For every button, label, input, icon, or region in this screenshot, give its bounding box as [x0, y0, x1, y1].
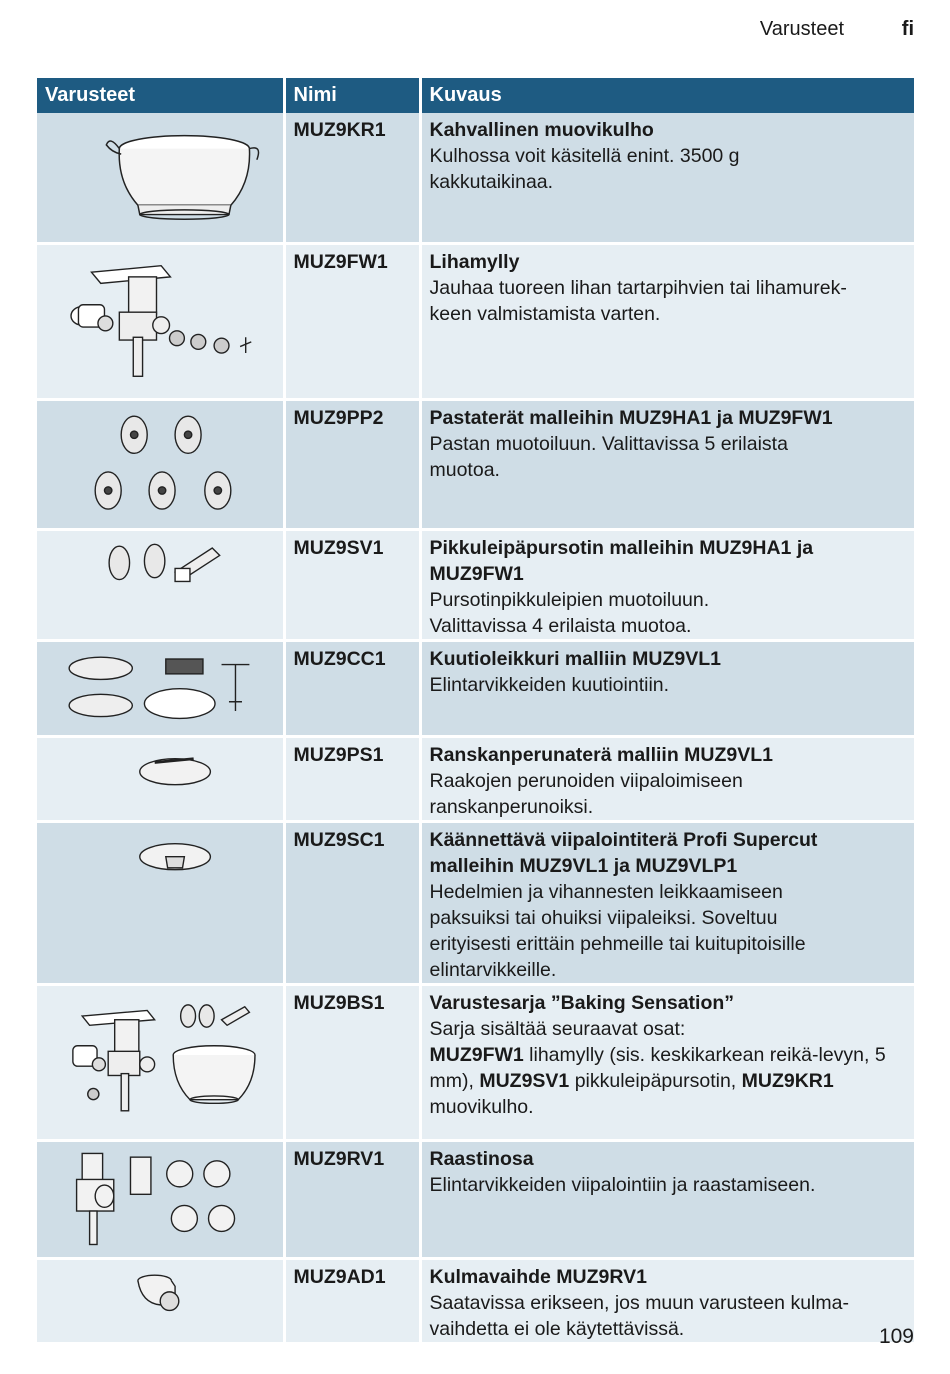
product-code: MUZ9AD1: [284, 1258, 420, 1343]
set-part-code: MUZ9KR1: [741, 1069, 834, 1092]
product-text-line: Valittavissa 4 erilaista muotoa.: [429, 614, 692, 637]
product-text-line: erityisesti erittäin pehmeille tai kuitupitoisille: [429, 932, 806, 955]
header-language-code: fi: [901, 18, 914, 40]
product-text-line: Jauhaa tuoreen lihan tartarpihvien tai lihamurek-: [429, 276, 847, 299]
product-text-line: Pastan muotoiluun. Valittavissa 5 erilaista: [429, 432, 788, 455]
column-header-name: Nimi: [284, 78, 420, 113]
product-text-line: Elintarvikkeiden kuutiointiin.: [429, 673, 670, 696]
french-fries-disc-illustration: [37, 736, 284, 821]
product-code: MUZ9SC1: [284, 821, 420, 984]
product-title: Kahvallinen muovikulho: [429, 119, 654, 141]
table-header-row: [37, 78, 914, 113]
product-title: Ranskanperunaterä malliin MUZ9VL1: [429, 743, 774, 766]
page-header: [0, 18, 950, 48]
product-code: MUZ9KR1: [284, 113, 420, 243]
product-description: [420, 1258, 914, 1343]
set-part-description: pikkuleipäpursotin,: [569, 1069, 742, 1092]
product-description: [420, 243, 914, 399]
table-row: [37, 640, 914, 736]
table-row: [37, 399, 914, 529]
product-description: [420, 640, 914, 736]
pasta-discs-illustration: [37, 399, 284, 529]
slicing-disc-illustration: [37, 821, 284, 984]
set-contents-text: [430, 1042, 907, 1120]
product-title: Kulmavaihde MUZ9RV1: [429, 1265, 647, 1288]
table-row: [37, 984, 914, 1140]
product-description: [420, 529, 914, 640]
page-number: 109: [878, 1325, 914, 1348]
dicing-cutter-illustration: [37, 640, 284, 736]
product-text-line: paksuiksi tai ohuiksi viipaleiksi. Soveltuu: [429, 906, 778, 929]
product-code: MUZ9PP2: [284, 399, 420, 529]
cookie-press-illustration: [37, 529, 284, 640]
product-text-line: elintarvikkeille.: [429, 958, 557, 981]
product-description: [420, 821, 914, 984]
header-section-title: Varusteet: [759, 18, 844, 40]
product-title: Käännettävä viipalointiterä Profi Supercut malleihin MUZ9VL1 ja MUZ9VLP1: [429, 828, 818, 877]
accessories-table: [37, 78, 914, 1345]
product-code: MUZ9PS1: [284, 736, 420, 821]
column-header-description: Kuvaus: [420, 78, 914, 113]
product-text-line: keen valmistamista varten.: [429, 302, 661, 325]
meat-grinder-illustration: [37, 243, 284, 399]
table-row: [37, 736, 914, 821]
product-description: [420, 1140, 914, 1258]
product-text-line: ranskanperunoiksi.: [429, 795, 594, 818]
product-description: [420, 736, 914, 821]
product-text-line: Saatavissa erikseen, jos muun varusteen kulma-: [429, 1291, 849, 1314]
product-code: MUZ9BS1: [284, 984, 420, 1140]
set-part-description: lihamylly (sis. keskikarkean reikä-levyn, 5 mm),: [429, 1043, 886, 1092]
table-row: [37, 821, 914, 984]
table-row: [37, 113, 914, 243]
product-text-line: muotoa.: [429, 458, 500, 481]
table-row: [37, 1258, 914, 1343]
product-title: Pastaterät malleihin MUZ9HA1 ja MUZ9FW1: [429, 406, 833, 429]
product-description: [420, 113, 914, 243]
product-description: [420, 984, 914, 1140]
set-part-description: muovikulho.: [429, 1095, 534, 1118]
grater-illustration: [37, 1140, 284, 1258]
product-text-line: Sarja sisältää seuraavat osat:: [429, 1017, 686, 1040]
table-row: [37, 529, 914, 640]
product-description: [420, 399, 914, 529]
product-text-line: Elintarvikkeiden viipalointiin ja raastamiseen.: [429, 1173, 816, 1196]
product-code: MUZ9SV1: [284, 529, 420, 640]
product-title: Raastinosa: [429, 1147, 534, 1170]
product-text-line: Raakojen perunoiden viipaloimiseen: [429, 769, 743, 792]
product-code: MUZ9FW1: [284, 243, 420, 399]
bowl-illustration: [37, 113, 284, 243]
product-text-line: Kulhossa voit käsitellä enint. 3500 g: [429, 145, 740, 167]
product-title: Varustesarja ”Baking Sensation”: [429, 991, 735, 1014]
product-code: MUZ9RV1: [284, 1140, 420, 1258]
product-title: Kuutioleikkuri malliin MUZ9VL1: [429, 647, 721, 670]
column-header-accessories: Varusteet: [37, 78, 284, 113]
set-part-code: MUZ9SV1: [479, 1069, 570, 1092]
product-title: Pikkuleipäpursotin malleihin MUZ9HA1 ja MUZ9FW1: [429, 536, 814, 585]
product-text-line: Hedelmien ja vihannesten leikkaamiseen: [429, 880, 783, 903]
table-row: [37, 243, 914, 399]
product-text-line: kakkutaikinaa.: [429, 171, 554, 193]
product-text-line: Pursotinpikkuleipien muotoiluun.: [429, 588, 710, 611]
product-text-line: vaihdetta ei ole käytettävissä.: [429, 1317, 685, 1340]
product-code: MUZ9CC1: [284, 640, 420, 736]
table-row: [37, 1140, 914, 1258]
baking-set-illustration: [37, 984, 284, 1140]
angle-gear-illustration: [37, 1258, 284, 1343]
product-title: Lihamylly: [429, 250, 520, 273]
set-part-code: MUZ9FW1: [429, 1043, 524, 1066]
